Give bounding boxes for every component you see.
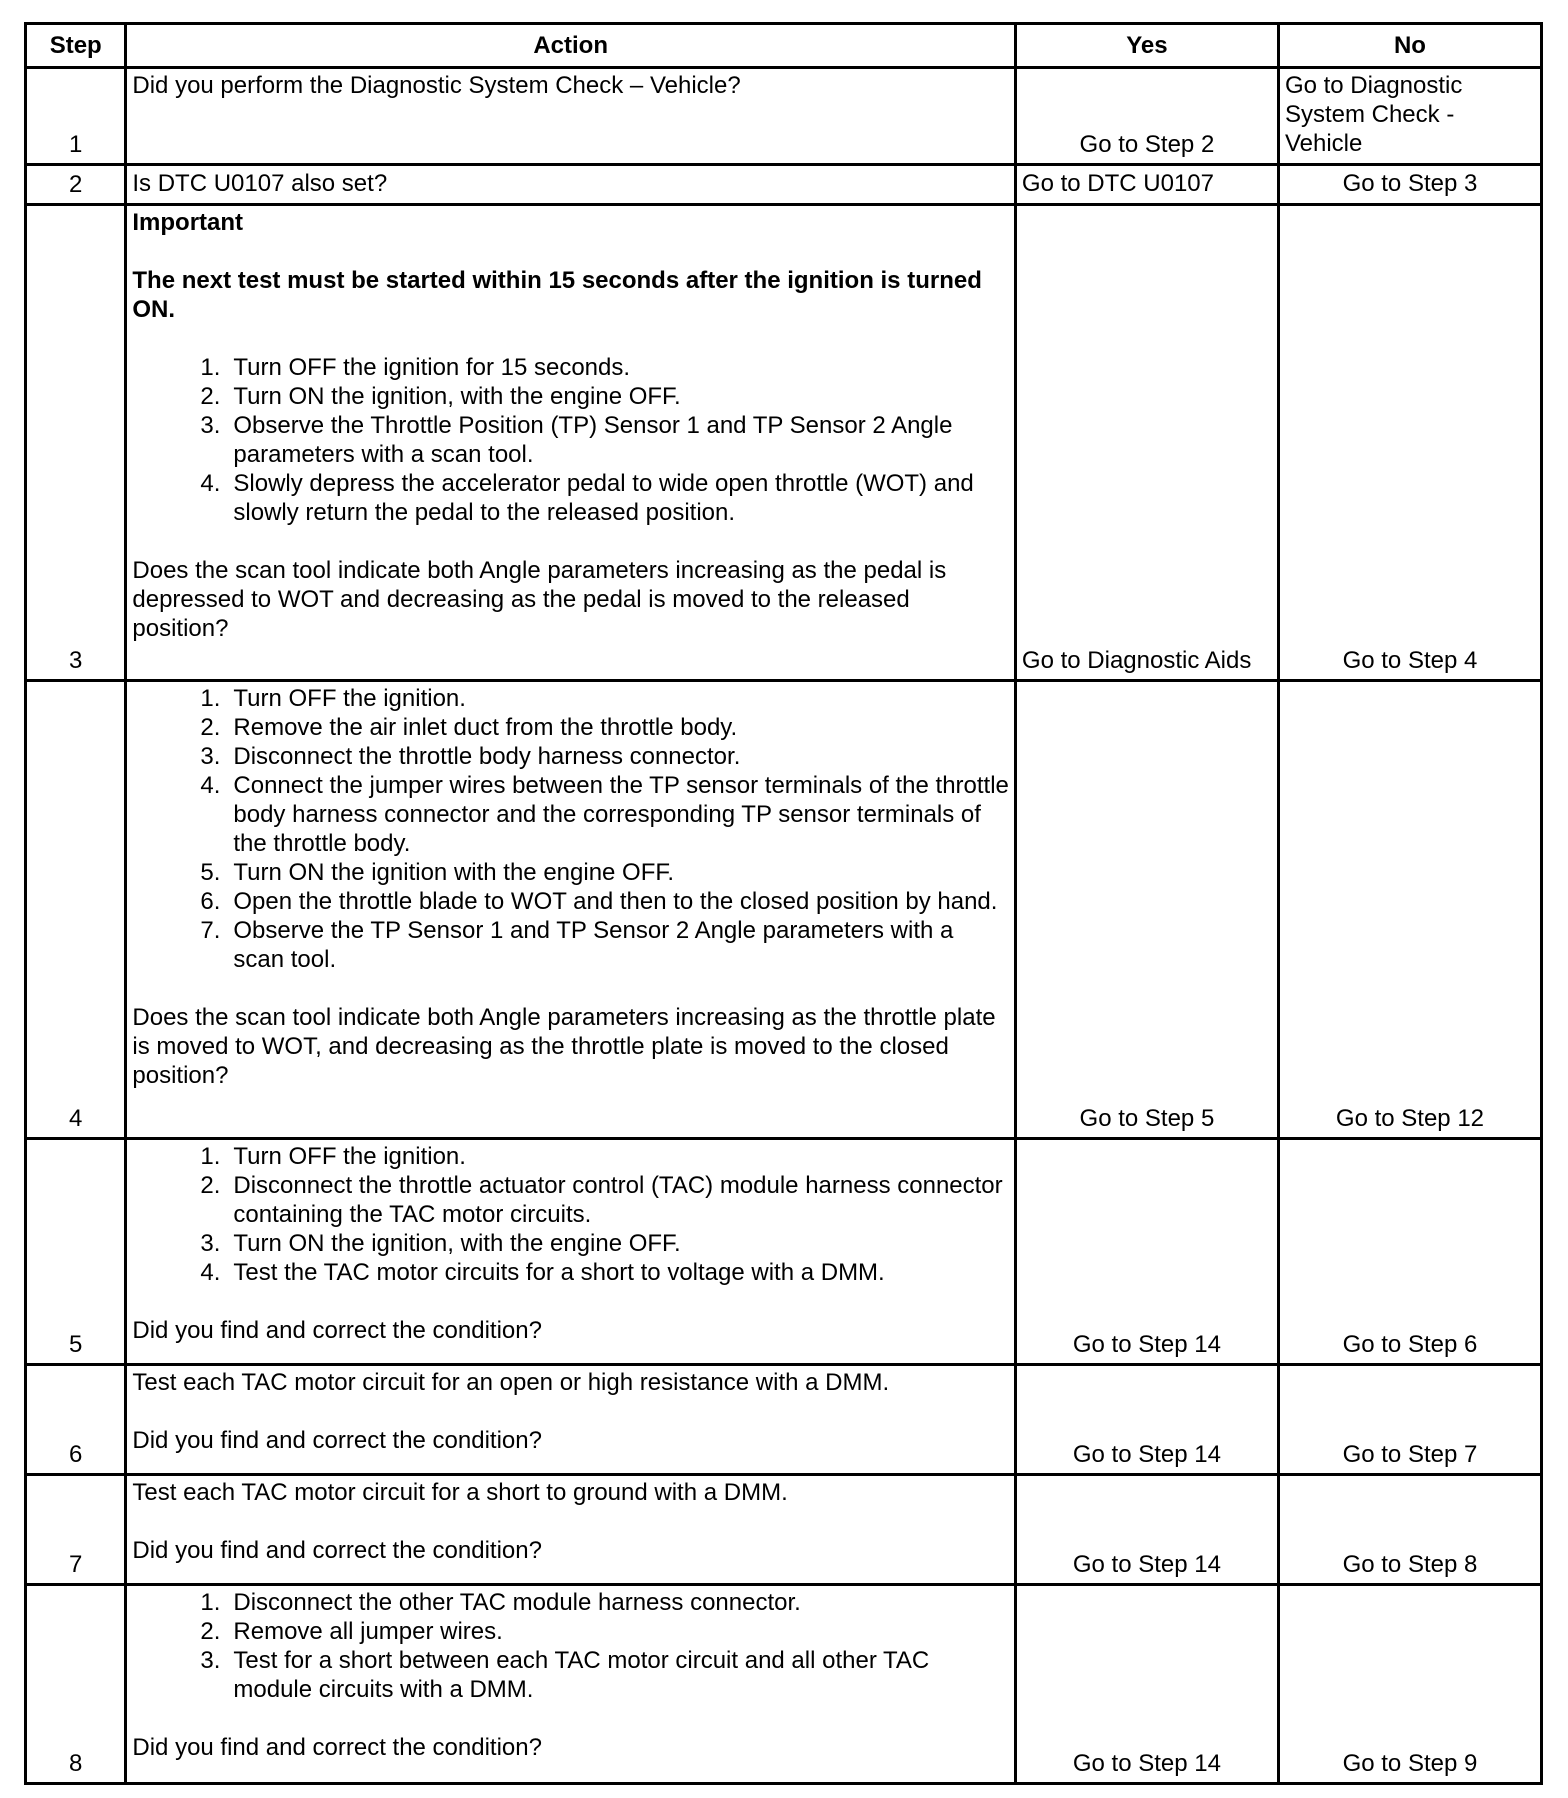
- list-item: 2. Remove all jumper wires.: [200, 1618, 503, 1645]
- action-cell: [126, 1139, 1016, 1365]
- action-cell: [126, 681, 1016, 1139]
- list-item: 4. Test the TAC motor circuits for a short to voltage with a DMM.: [200, 1259, 885, 1286]
- no-cell: Go to Step 4: [1278, 205, 1541, 681]
- action-question: Does the scan tool indicate both Angle parameters increasing as the pedal is depressed to WOT and decreasing as the pedal is moved to the released position?: [132, 557, 947, 642]
- procedure-list: [132, 353, 1009, 527]
- table-row: [26, 1365, 1542, 1475]
- no-cell: Go to Diagnostic System Check - Vehicle: [1278, 68, 1541, 165]
- list-item: 3. Disconnect the throttle body harness connector.: [200, 743, 741, 770]
- important-note: The next test must be started within 15 seconds after the ignition is turned ON.: [132, 267, 982, 323]
- no-cell: Go to Step 6: [1278, 1139, 1541, 1365]
- table-row: [26, 1475, 1542, 1585]
- list-item: 1. Turn OFF the ignition for 15 seconds.: [200, 354, 631, 381]
- yes-cell: Go to Step 14: [1015, 1139, 1278, 1365]
- list-item: 6. Open the throttle blade to WOT and then to the closed position by hand.: [200, 888, 998, 915]
- action-cell: [126, 205, 1016, 681]
- action-cell: [126, 1365, 1016, 1475]
- list-item: 1. Turn OFF the ignition.: [200, 1143, 466, 1170]
- list-item: 2. Remove the air inlet duct from the throttle body.: [200, 714, 738, 741]
- table-row: [26, 1585, 1542, 1784]
- no-cell: Go to Step 7: [1278, 1365, 1541, 1475]
- no-cell: Go to Step 9: [1278, 1585, 1541, 1784]
- action-question: Did you find and correct the condition?: [132, 1427, 542, 1454]
- step-number: 8: [26, 1585, 126, 1784]
- step-number: 7: [26, 1475, 126, 1585]
- step-number: 4: [26, 681, 126, 1139]
- yes-cell: Go to Step 2: [1015, 68, 1278, 165]
- no-cell: Go to Step 8: [1278, 1475, 1541, 1585]
- list-item: 3. Test for a short between each TAC motor circuit and all other TAC module circuits with a DMM.: [200, 1647, 930, 1703]
- yes-cell: Go to Step 14: [1015, 1585, 1278, 1784]
- procedure-list: [132, 1588, 1009, 1704]
- action-question: Did you find and correct the condition?: [132, 1537, 542, 1564]
- action-cell: [126, 1475, 1016, 1585]
- action-instruction: Test each TAC motor circuit for a short to ground with a DMM.: [132, 1479, 788, 1506]
- table-row: [26, 205, 1542, 681]
- yes-cell: Go to Step 5: [1015, 681, 1278, 1139]
- header-no: No: [1278, 24, 1541, 68]
- step-number: 5: [26, 1139, 126, 1365]
- no-cell: Go to Step 12: [1278, 681, 1541, 1139]
- no-cell: Go to Step 3: [1278, 165, 1541, 205]
- table-row: [26, 1139, 1542, 1365]
- action-question: Is DTC U0107 also set?: [132, 170, 388, 197]
- list-item: 3. Turn ON the ignition, with the engine OFF.: [200, 1230, 681, 1257]
- list-item: 5. Turn ON the ignition with the engine OFF.: [200, 859, 675, 886]
- step-number: 1: [26, 68, 126, 165]
- action-question: Did you find and correct the condition?: [132, 1734, 542, 1761]
- yes-cell: Go to Step 14: [1015, 1365, 1278, 1475]
- action-question: Does the scan tool indicate both Angle parameters increasing as the throttle plate is moved to WOT, and decreasing as the throttle plate is moved to the closed position?: [132, 1004, 996, 1089]
- header-step: Step: [26, 24, 126, 68]
- list-item: 2. Disconnect the throttle actuator control (TAC) module harness connector containing the TAC motor circuits.: [200, 1172, 1003, 1228]
- procedure-list: [132, 1142, 1009, 1287]
- action-cell: [126, 165, 1016, 205]
- list-item: 2. Turn ON the ignition, with the engine OFF.: [200, 383, 681, 410]
- list-item: 1. Turn OFF the ignition.: [200, 685, 466, 712]
- table-row: [26, 681, 1542, 1139]
- header-action: Action: [126, 24, 1016, 68]
- list-item: 7. Observe the TP Sensor 1 and TP Sensor 2 Angle parameters with a scan tool.: [200, 917, 954, 973]
- important-heading: Important: [132, 209, 244, 236]
- step-number: 2: [26, 165, 126, 205]
- action-question: Did you perform the Diagnostic System Check – Vehicle?: [132, 72, 741, 99]
- action-question: Did you find and correct the condition?: [132, 1317, 542, 1344]
- step-number: 6: [26, 1365, 126, 1475]
- list-item: 4. Slowly depress the accelerator pedal to wide open throttle (WOT) and slowly return the pedal to the released position.: [200, 470, 974, 526]
- table-row: [26, 165, 1542, 205]
- yes-cell: Go to Diagnostic Aids: [1015, 205, 1278, 681]
- action-cell: [126, 68, 1016, 165]
- action-cell: [126, 1585, 1016, 1784]
- list-item: 1. Disconnect the other TAC module harness connector.: [200, 1589, 801, 1616]
- yes-cell: Go to Step 14: [1015, 1475, 1278, 1585]
- yes-cell: Go to DTC U0107: [1015, 165, 1278, 205]
- header-row: [26, 24, 1542, 68]
- step-number: 3: [26, 205, 126, 681]
- procedure-list: [132, 684, 1009, 974]
- diagnostic-table: [24, 22, 1543, 1785]
- list-item: 4. Connect the jumper wires between the TP sensor terminals of the throttle body harness connector and the corresponding TP sensor terminals of the throttle body.: [200, 772, 1009, 857]
- list-item: 3. Observe the Throttle Position (TP) Sensor 1 and TP Sensor 2 Angle parameters with a scan tool.: [200, 412, 953, 468]
- header-yes: Yes: [1015, 24, 1278, 68]
- action-instruction: Test each TAC motor circuit for an open or high resistance with a DMM.: [132, 1369, 890, 1396]
- table-row: [26, 68, 1542, 165]
